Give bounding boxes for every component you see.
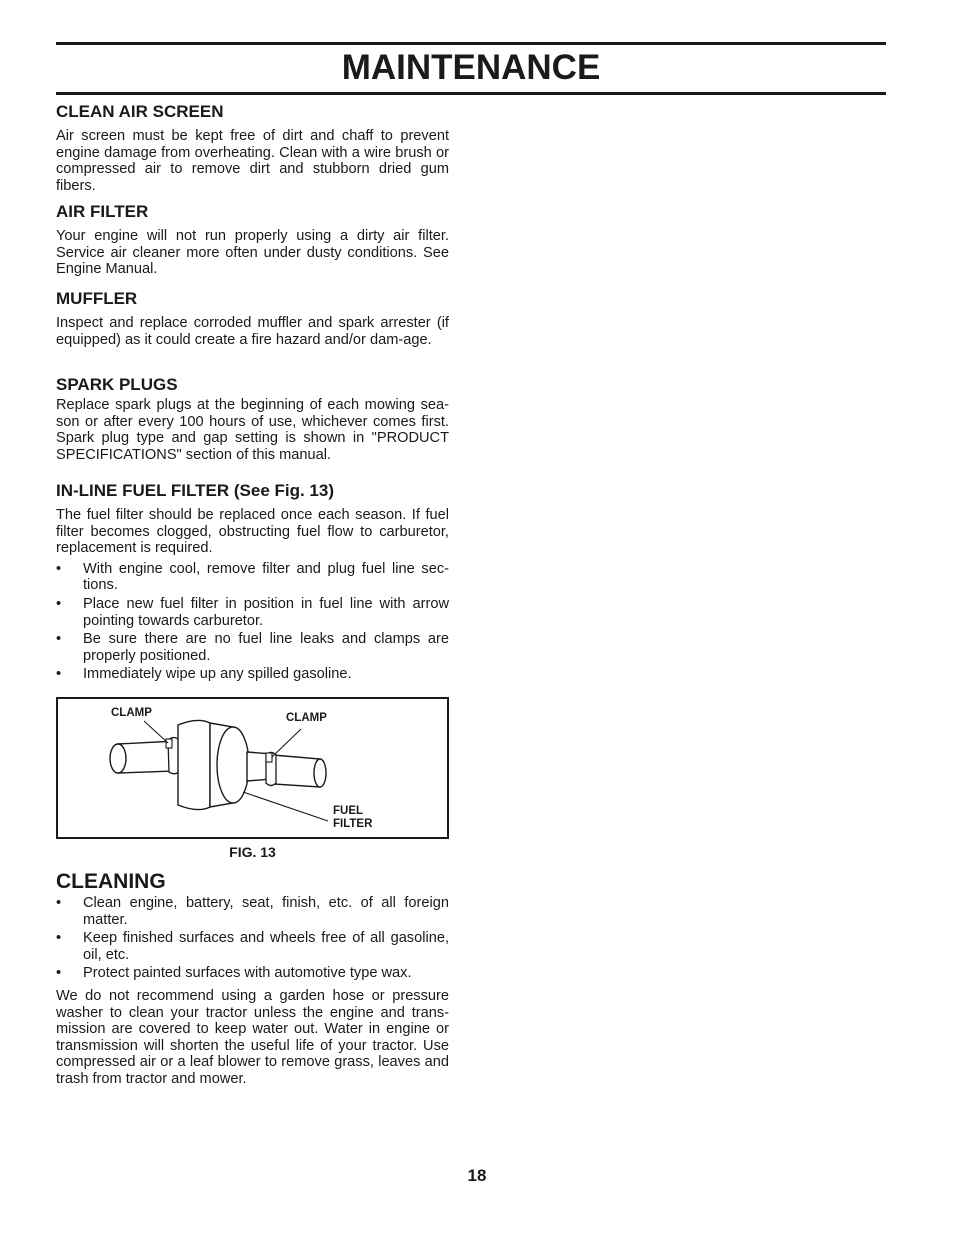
page-title: MAINTENANCE xyxy=(341,48,601,87)
section-text: Your engine will not run properly using a dirty air filter. Service air cleaner more often under dusty conditions. See Engine Manual. xyxy=(56,228,449,278)
list-item-text: Place new fuel filter in position in fuel line with arrow pointing towards carburetor. xyxy=(83,595,449,629)
list-item-text: Keep finished surfaces and wheels free of all gasoline, oil, etc. xyxy=(83,930,449,963)
list-item-text: Immediately wipe up any spilled gasoline. xyxy=(83,666,352,683)
bullet-icon: • xyxy=(56,560,62,577)
section-muffler xyxy=(56,289,449,348)
section-text: The fuel filter should be replaced once each season. If fuel filter becomes clogged, obstructing fuel flow to carburetor, replacement is required. xyxy=(56,507,449,557)
section-clean-air-screen xyxy=(56,102,449,194)
section-heading: IN-LINE FUEL FILTER (See Fig. 13) xyxy=(56,481,335,500)
list-item xyxy=(56,561,449,594)
bullet-icon: • xyxy=(56,631,62,648)
bullet-list xyxy=(56,895,449,982)
fuel-filter-label-line1: FUEL xyxy=(333,805,364,817)
fuel-filter-figure xyxy=(56,697,449,839)
list-item xyxy=(56,895,449,928)
section-text: Replace spark plugs at the beginning of each mowing sea-son or after every 100 hours of use, whichever comes first. Spark plug type and gap setting is shown in "PRODUCT SPECIFICATIONS" section of this manual. xyxy=(56,397,449,463)
fuel-filter-label-line2: FILTER xyxy=(333,818,373,830)
bullet-icon: • xyxy=(56,895,62,911)
bullet-icon: • xyxy=(56,595,62,612)
list-item-text: Be sure there are no fuel line leaks and clamps are properly positioned. xyxy=(83,631,449,664)
clamp-left-label: CLAMP xyxy=(111,707,152,719)
section-heading: CLEAN AIR SCREEN xyxy=(56,102,224,121)
list-item xyxy=(56,596,449,629)
page-number: 18 xyxy=(467,1166,487,1185)
bullet-list xyxy=(56,561,449,683)
section-fuel-filter xyxy=(56,481,449,685)
section-heading: SPARK PLUGS xyxy=(56,375,178,394)
list-item xyxy=(56,666,449,683)
bullet-icon: • xyxy=(56,666,62,683)
list-item xyxy=(56,631,449,664)
section-air-filter xyxy=(56,202,449,278)
section-text: Inspect and replace corroded muffler and spark arrester (if equipped) as it could create a fire hazard and/or dam-age. xyxy=(56,315,449,348)
list-item-text: With engine cool, remove filter and plug fuel line sec-tions. xyxy=(83,560,449,594)
list-item xyxy=(56,965,449,982)
list-item-text: Clean engine, battery, seat, finish, etc. of all foreign matter. xyxy=(83,895,449,928)
section-heading: CLEANING xyxy=(56,870,166,893)
section-spark-plugs xyxy=(56,375,449,463)
clamp-right-label: CLAMP xyxy=(286,712,327,724)
header-rule-bottom xyxy=(56,92,886,95)
section-heading: AIR FILTER xyxy=(56,202,149,221)
bullet-icon: • xyxy=(56,965,62,982)
list-item xyxy=(56,930,449,963)
section-text: Air screen must be kept free of dirt and chaff to prevent engine damage from overheating. Clean with a wire brush or compressed air to remove dirt and stubborn dried gum fibers. xyxy=(56,128,449,194)
list-item-text: Protect painted surfaces with automotive type wax. xyxy=(83,965,412,982)
section-text: We do not recommend using a garden hose or pressure washer to clean your tractor unless the engine and trans-mission are covered to keep water out. Water in engine or transmission will shorten the useful life of your tractor. Use compressed air or a leaf blower to remove grass, leaves and trash from tractor and mower. xyxy=(56,987,449,1087)
figure-caption: FIG. 13 xyxy=(229,844,276,860)
section-cleaning xyxy=(56,870,449,1088)
bullet-icon: • xyxy=(56,930,62,947)
section-heading: MUFFLER xyxy=(56,289,138,308)
